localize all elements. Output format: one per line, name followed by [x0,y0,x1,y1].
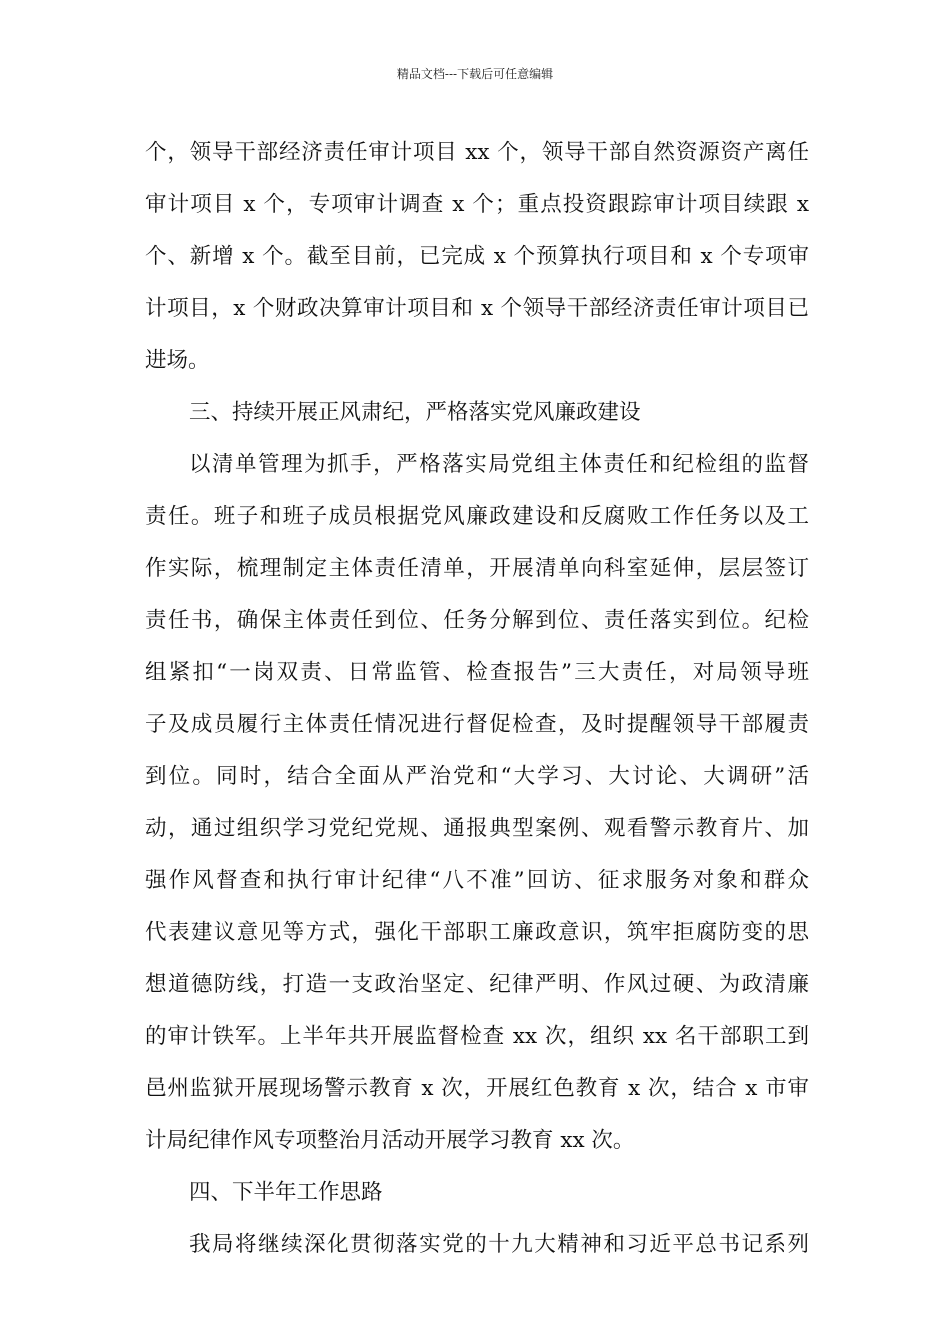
document-body [145,127,809,1271]
paragraph-line: 计项目，x 个财政决算审计项目和 x 个领导干部经济责任审计项目已 [145,296,809,321]
page-header: 精品文档---下载后可任意编辑 [396,67,554,81]
paragraph-line: 代表建议意见等方式，强化干部职工廉政意识，筑牢拒腐防变的思 [145,920,809,945]
paragraph-line: 进场。 [145,348,210,373]
paragraph-line: 审计项目 x 个，专项审计调查 x 个；重点投资跟踪审计项目续跟 x [145,192,809,217]
paragraph-line: 动，通过组织学习党纪党规、通报典型案例、观看警示教育片、加 [145,816,809,841]
paragraph-line: 到位。同时，结合全面从严治党和“大学习、大讨论、大调研”活 [145,764,809,789]
paragraph-line: 计局纪律作风专项整治月活动开展学习教育 xx 次。 [145,1128,635,1153]
paragraph-line: 我局将继续深化贯彻落实党的十九大精神和习近平总书记系列 [189,1232,809,1257]
paragraph-line: 子及成员履行主体责任情况进行督促检查，及时提醒领导干部履责 [145,712,809,737]
section-heading: 四、下半年工作思路 [189,1180,383,1205]
paragraph-line: 组紧扣“一岗双责、日常监管、检查报告”三大责任，对局领导班 [145,660,809,685]
paragraph-line: 个、新增 x 个。截至目前，已完成 x 个预算执行项目和 x 个专项审 [145,244,809,269]
paragraph-line: 作实际，梳理制定主体责任清单，开展清单向科室延伸，层层签订 [145,556,809,581]
paragraph-line: 以清单管理为抓手，严格落实局党组主体责任和纪检组的监督 [189,452,809,477]
paragraph-line: 的审计铁军。上半年共开展监督检查 xx 次，组织 xx 名干部职工到 [145,1024,809,1049]
paragraph-line: 强作风督查和执行审计纪律“八不准”回访、征求服务对象和群众 [145,868,809,893]
paragraph-line: 个，领导干部经济责任审计项目 xx 个，领导干部自然资源资产离任 [145,140,809,165]
paragraph-line: 想道德防线，打造一支政治坚定、纪律严明、作风过硬、为政清廉 [145,972,809,997]
paragraph-line: 责任书，确保主体责任到位、任务分解到位、责任落实到位。纪检 [145,608,809,633]
paragraph-line: 邑州监狱开展现场警示教育 x 次，开展红色教育 x 次，结合 x 市审 [145,1076,809,1101]
section-heading: 三、持续开展正风肃纪，严格落实党风廉政建设 [189,400,641,425]
paragraph-line: 责任。班子和班子成员根据党风廉政建设和反腐败工作任务以及工 [145,504,809,529]
